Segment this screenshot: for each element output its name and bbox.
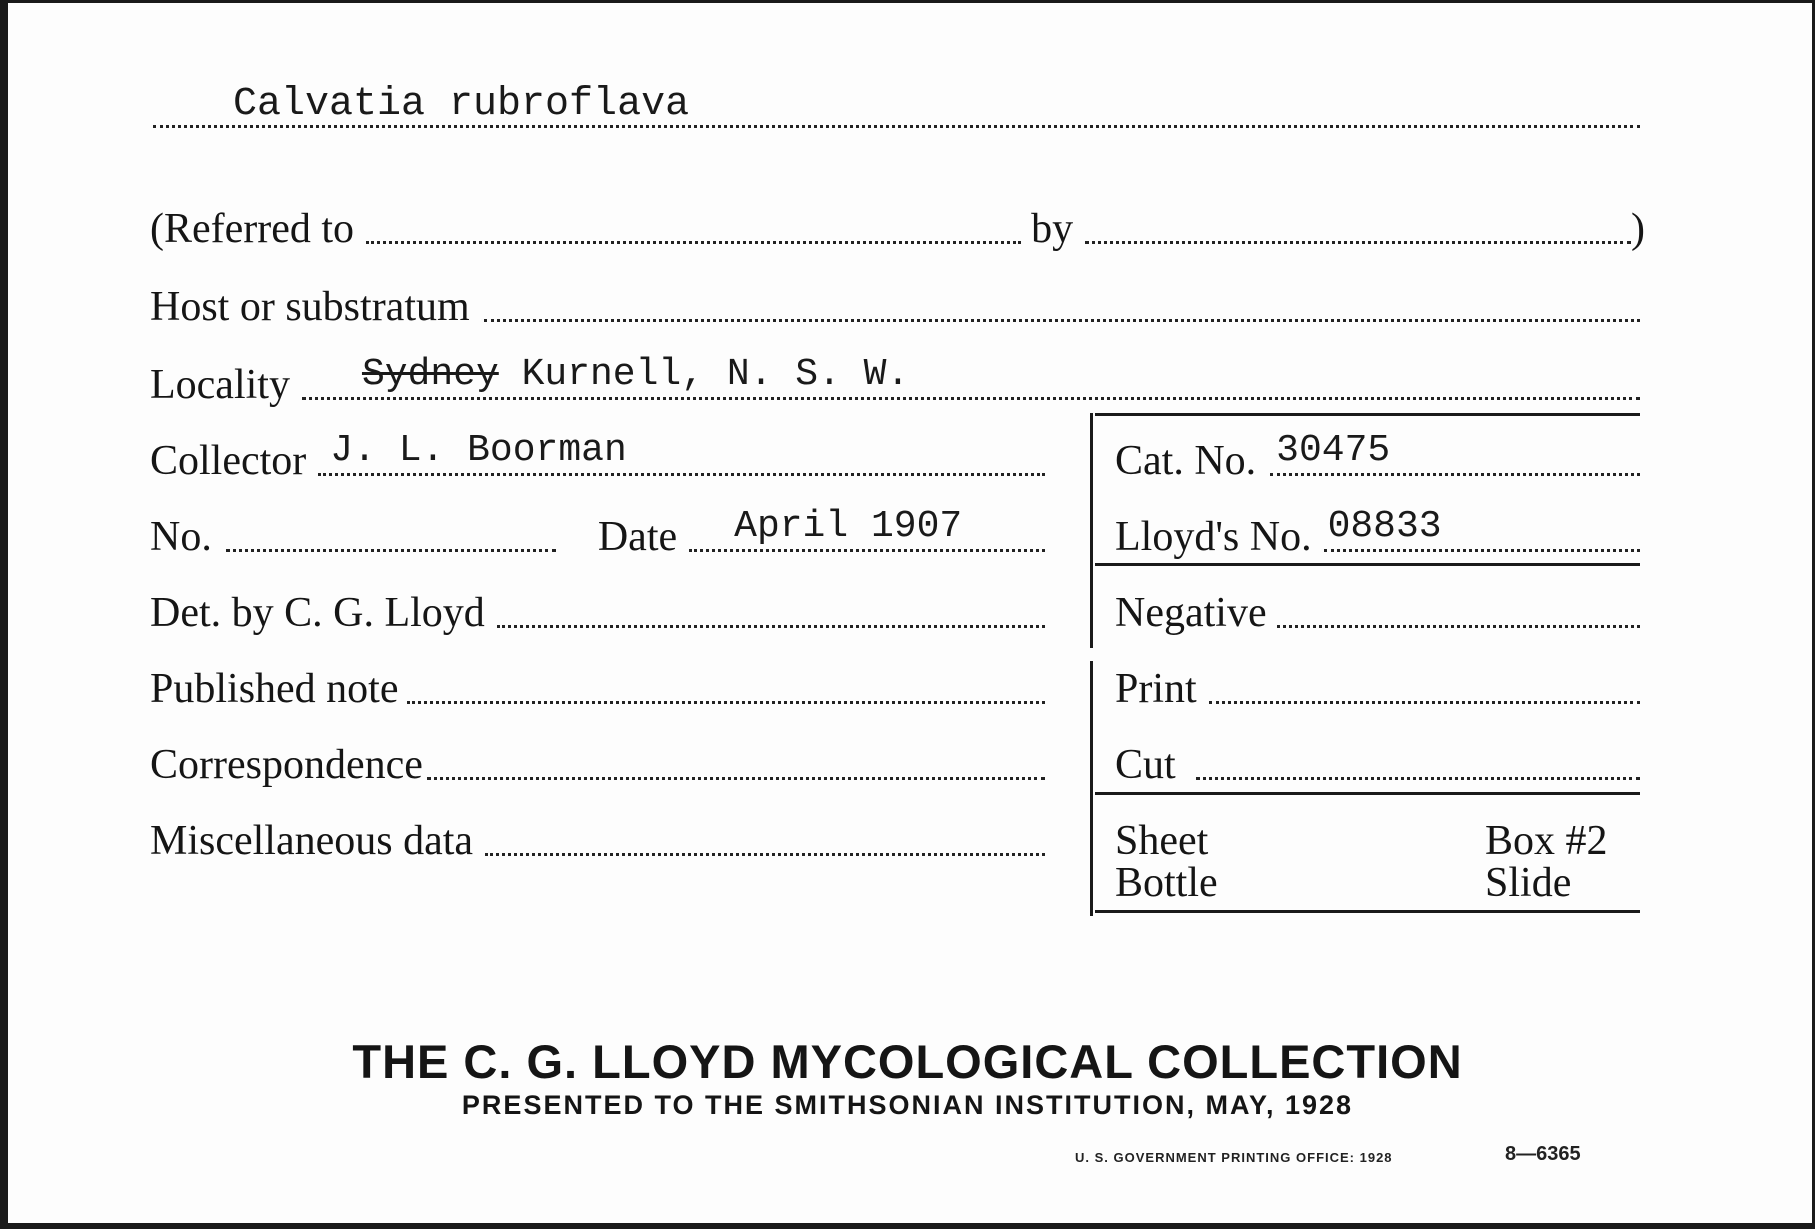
species-name: Calvatia rubroflava	[233, 82, 690, 127]
host-line	[484, 319, 1640, 322]
locality-label: Locality	[150, 362, 290, 408]
locality-value-wrap	[362, 353, 909, 397]
bottle-label: Bottle	[1115, 860, 1218, 906]
cat-row	[1115, 429, 1640, 484]
locality-line	[302, 353, 1640, 400]
det-row	[150, 590, 1045, 636]
print-label: Print	[1115, 666, 1197, 712]
lloyd-row	[1115, 505, 1640, 560]
no-line	[226, 549, 556, 552]
lloyd-line	[1324, 505, 1640, 552]
collection-subtitle: PRESENTED TO THE SMITHSONIAN INSTITUTION, MAY, 1928	[461, 1090, 1354, 1120]
cat-line	[1270, 429, 1640, 476]
by-label: by	[1031, 206, 1074, 252]
correspondence-line	[427, 777, 1045, 780]
referred-line	[366, 241, 1021, 244]
cut-row	[1115, 742, 1640, 788]
collector-line	[318, 429, 1045, 476]
date-value: April 1907	[734, 505, 963, 548]
cat-value: 30475	[1276, 429, 1391, 472]
panel-rule-after-lloyd	[1095, 563, 1640, 566]
sheet-label: Sheet	[1115, 818, 1209, 864]
published-line	[407, 701, 1046, 704]
panel-top-rule	[1095, 413, 1640, 416]
collector-value: J. L. Boorman	[330, 429, 627, 472]
printer-imprint: U. S. GOVERNMENT PRINTING OFFICE: 1928	[1075, 1150, 1393, 1165]
date-label: Date	[597, 514, 678, 560]
by-line	[1085, 241, 1631, 244]
box-label: Box	[1485, 818, 1556, 864]
referred-label: (Referred to	[150, 206, 355, 252]
host-label: Host or substratum	[150, 284, 470, 330]
det-line	[497, 625, 1045, 628]
box-label-wrap	[1485, 818, 1608, 864]
misc-row	[150, 818, 1045, 864]
collector-label: Collector	[150, 438, 307, 484]
cut-label: Cut	[1115, 742, 1176, 788]
misc-label: Miscellaneous data	[150, 818, 474, 864]
referred-row	[150, 206, 1645, 252]
panel-divider-lower	[1090, 661, 1093, 916]
published-row	[150, 666, 1045, 712]
locality-struck-value: Sydney	[361, 353, 499, 396]
species-line	[153, 82, 1640, 128]
form-number: 8—6365	[1505, 1143, 1581, 1165]
no-date-row	[150, 505, 1045, 560]
species-row	[153, 82, 1640, 136]
negative-line	[1277, 625, 1640, 628]
no-label: No.	[150, 514, 212, 560]
det-label: Det. by C. G. Lloyd	[150, 590, 485, 636]
collector-row	[150, 429, 1045, 484]
correspondence-row	[150, 742, 1045, 788]
published-label: Published note	[150, 666, 399, 712]
panel-rule-after-cut	[1095, 792, 1640, 795]
print-row	[1115, 666, 1640, 712]
lloyd-value: 08833	[1327, 505, 1442, 548]
slide-label: Slide	[1485, 860, 1572, 906]
misc-line	[485, 853, 1045, 856]
locality-row	[150, 353, 1640, 408]
lloyd-label: Lloyd's No.	[1115, 514, 1312, 560]
print-line	[1209, 701, 1640, 704]
locality-value: Kurnell, N. S. W.	[521, 353, 910, 396]
panel-divider-upper	[1090, 413, 1093, 648]
host-row	[150, 284, 1640, 330]
card-edge-bottom	[0, 1223, 1815, 1229]
panel-bottom-rule	[1095, 910, 1640, 913]
box-value: #2	[1565, 818, 1608, 864]
card-edge-top	[0, 0, 1815, 3]
negative-row	[1115, 590, 1640, 636]
date-line	[689, 505, 1045, 552]
cat-label: Cat. No.	[1115, 438, 1257, 484]
cut-line	[1196, 777, 1640, 780]
correspondence-label: Correspondence	[150, 742, 423, 788]
negative-label: Negative	[1115, 590, 1267, 636]
collection-title: THE C. G. LLOYD MYCOLOGICAL COLLECTION	[352, 1035, 1463, 1088]
close-paren: )	[1631, 206, 1645, 252]
